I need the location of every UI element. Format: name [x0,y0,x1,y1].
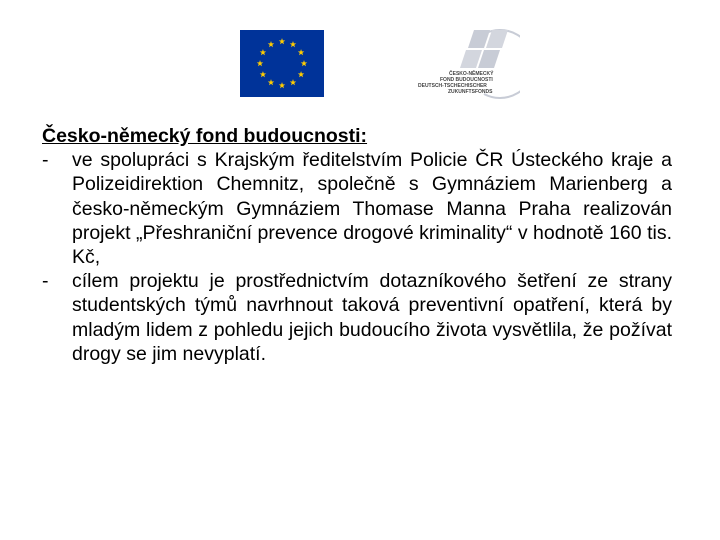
bullet-item [42,269,672,366]
bullet-item [42,148,672,269]
section-heading: Česko-německý fond budoucnosti: [42,125,368,147]
fund-logo-line-4: ZUKUNFTSFONDS [448,89,493,95]
czech-german-fund-logo-icon [418,28,520,100]
fund-logo-line-3: DEUTSCH-TSCHECHISCHER [418,83,487,89]
main-content [42,124,672,366]
bullet-marker: - [42,149,49,172]
bullet-list [42,148,672,366]
bullet-marker: - [42,270,49,293]
eu-flag-icon [240,30,324,97]
fund-logo-line-1: ČESKO-NĚMECKÝ [449,71,494,77]
fund-logo-line-2: FOND BUDOUCNOSTI [440,77,493,83]
bullet-text: ve spolupráci s Krajským ředitelstvím Policie ČR Ústeckého kraje a Polizeidirektion Chemnitz, společně s Gymnáziem Marienberg a česko-německým Gymnáziem Thomase Manna Praha realizován projekt „Přeshraniční prevence drogové kriminality“ v hodnotě 160 tis. Kč, [72,149,672,269]
bullet-text: cílem projektu je prostřednictvím dotazníkového šetření ze strany studentských týmů navrhnout taková preventivní opatření, která by mladým lidem z pohledu jejich budoucího života vysvětlila, že požívat drogy se jim nevyplatí. [72,270,672,365]
